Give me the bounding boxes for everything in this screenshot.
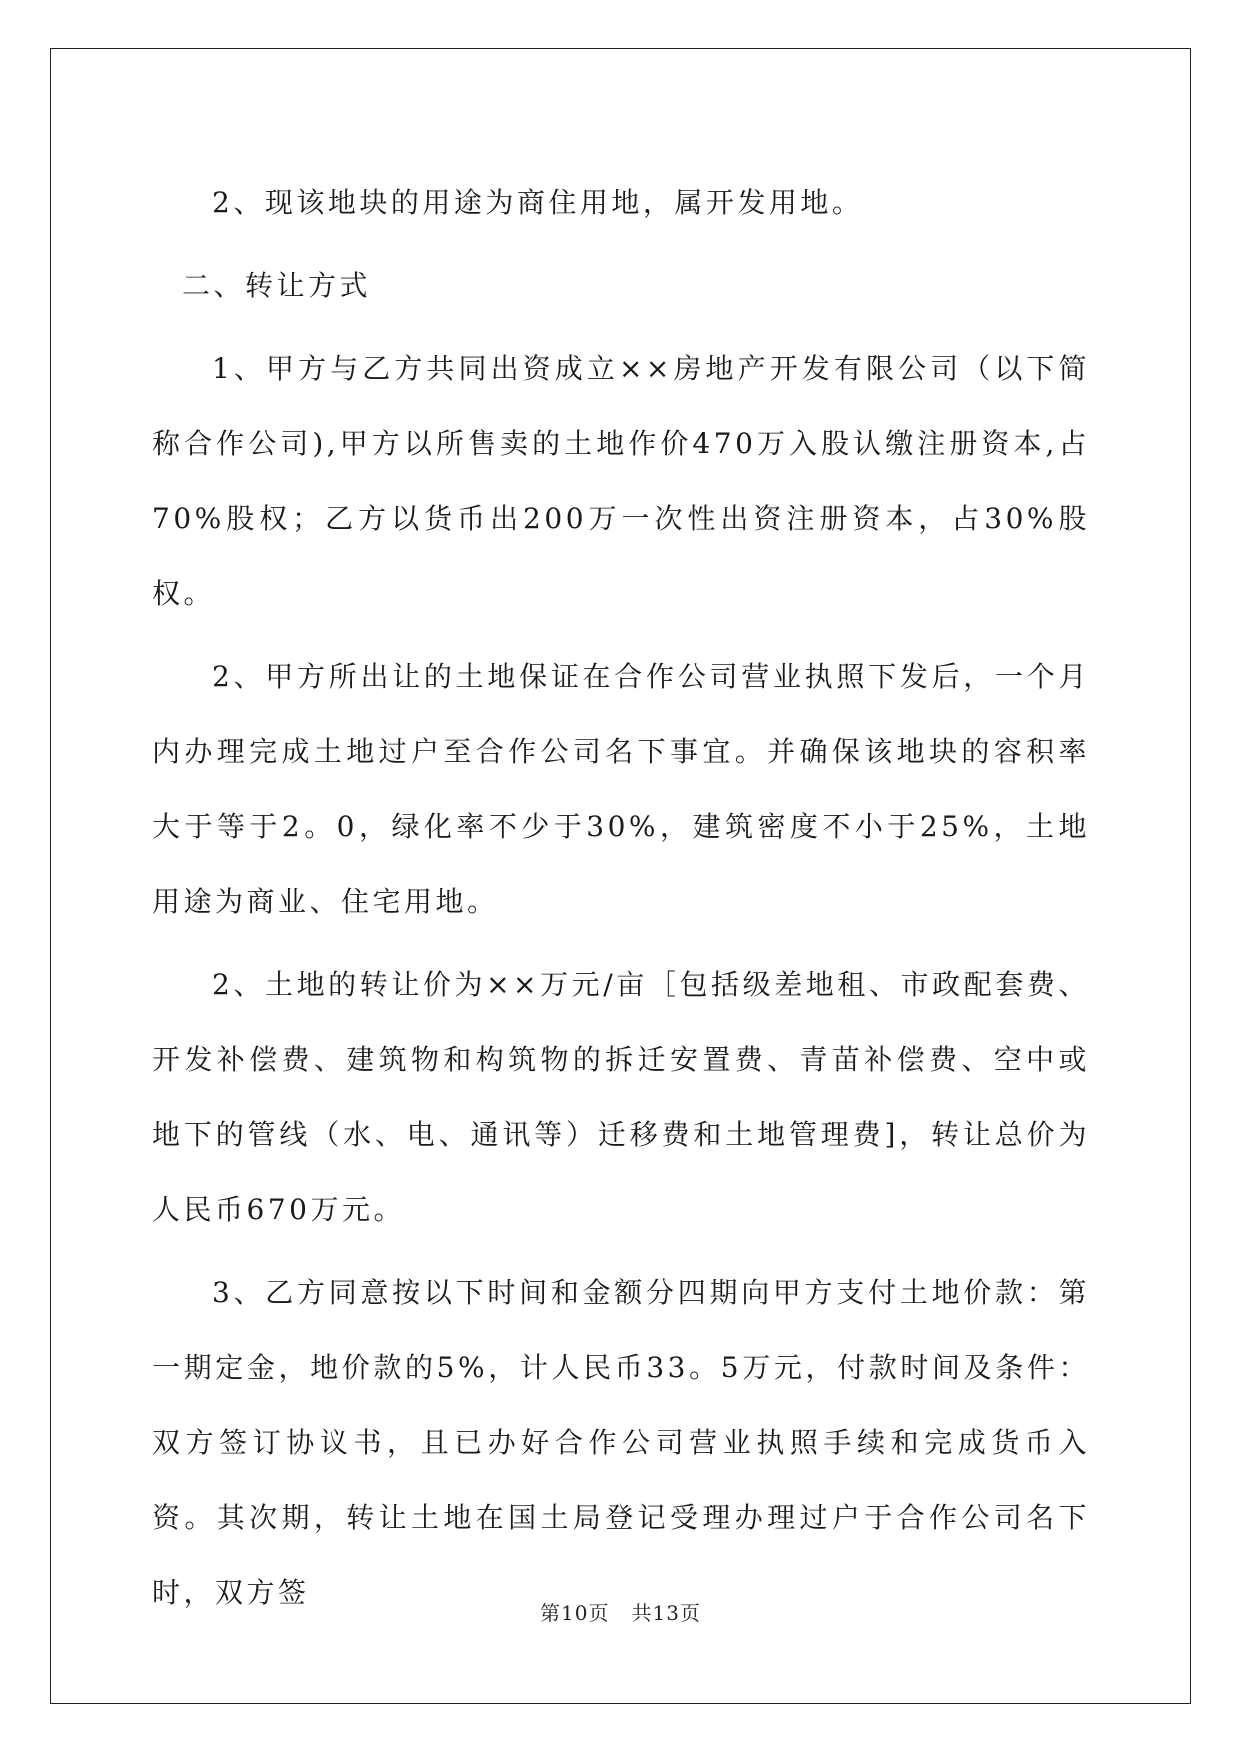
page-number-current: 第10页: [540, 1601, 610, 1625]
paragraph-transfer-price: 2、土地的转让价为××万元/亩［包括级差地租、市政配套费、开发补偿费、建筑物和构筑物的拆迁安置费、青苗补偿费、空中或地下的管线（水、电、通讯等）迁移费和土地管理费]，转让总价为人民币670万元。: [152, 968, 1090, 1226]
section-heading-transfer-method: 二、转让方式: [182, 269, 372, 302]
paragraph-land-guarantee: 2、甲方所出让的土地保证在合作公司营业执照下发后，一个月内办理完成土地过户至合作公司名下事宜。并确保该地块的容积率大于等于2。0，绿化率不少于30%，建筑密度不小于25%，土地用途为商业、住宅用地。: [152, 660, 1090, 918]
paragraph-joint-venture: 1、甲方与乙方共同出资成立××房地产开发有限公司（以下简称合作公司),甲方以所售卖的土地作价470万入股认缴注册资本,占70%股权；乙方以货币出200万一次性出资注册资本，占30%股权。: [152, 352, 1090, 610]
paragraph-payment-schedule: 3、乙方同意按以下时间和金额分四期向甲方支付土地价款：第一期定金，地价款的5%，计人民币33。5万元，付款时间及条件：双方签订协议书，且已办好合作公司营业执照手续和完成货币入资。其次期，转让土地在国土局登记受理办理过户于合作公司名下时，双方签: [152, 1276, 1090, 1609]
document-body: [152, 165, 1090, 1630]
paragraph-land-use: 2、现该地块的用途为商住用地，属开发用地。: [212, 186, 864, 219]
page-footer: [0, 1597, 1241, 1626]
page-number-total: 共13页: [631, 1601, 701, 1625]
